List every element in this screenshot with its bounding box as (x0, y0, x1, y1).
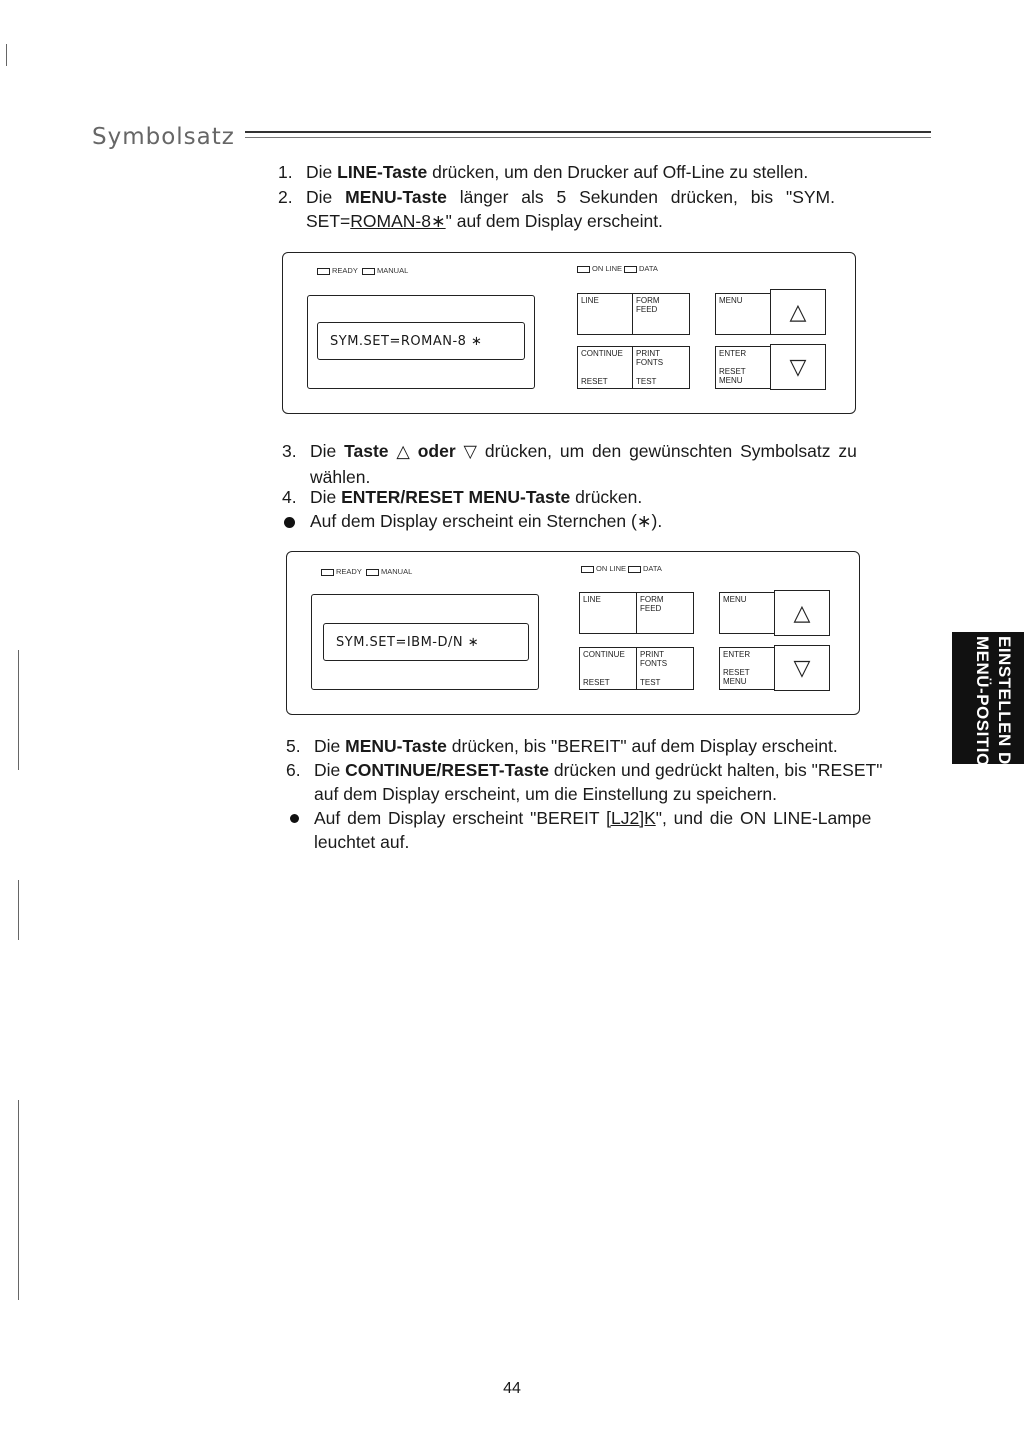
margin-mark (18, 880, 19, 940)
menu-key[interactable]: MENU (719, 592, 775, 634)
step-3: 3. Die Taste △ oder ▽ drücken, um den gewünschten Symbolsatz zu wählen. (282, 441, 857, 487)
section-side-tab (952, 632, 1024, 805)
step-1 (278, 160, 938, 184)
step-text: auf dem Display erscheint, um die Einstellung zu speichern. (314, 784, 778, 804)
step-text: Die (306, 187, 346, 207)
step-key: MENU-Taste (345, 187, 447, 207)
step-number: 6. (286, 760, 301, 780)
bullet-1 (282, 509, 942, 533)
enter-reset-menu-key[interactable]: ENTER RESET MENU (719, 647, 775, 690)
section-heading: Symbolsatz (92, 124, 235, 150)
heading-rule-thin (245, 137, 931, 138)
bullet-icon (284, 517, 295, 528)
page-number: 44 (503, 1380, 521, 1397)
printer-panel-2 (286, 551, 860, 715)
lamp-online-data: ON LINE DATA (577, 264, 658, 273)
side-tab-line-1: EINSTELLEN DER (995, 636, 1014, 790)
step-number: 1. (278, 162, 293, 182)
down-arrow-icon: ▽ (789, 354, 807, 379)
printer-panel-1 (282, 252, 856, 414)
margin-mark (18, 650, 19, 770)
up-arrow-key[interactable] (774, 590, 830, 636)
step-5: 5. Die MENU-Taste drücken, bis "BEREIT" auf dem Display erscheint. (286, 736, 838, 756)
step-text: Die (306, 162, 338, 182)
enter-reset-menu-key[interactable]: ENTER RESET MENU (715, 346, 771, 389)
form-feed-key[interactable]: FORM FEED (632, 293, 690, 335)
down-arrow-key[interactable] (770, 344, 826, 390)
continue-reset-key[interactable]: CONTINUE RESET (579, 647, 637, 690)
step-number: 2. (278, 187, 293, 207)
step-number: 5. (286, 736, 301, 756)
step-6: 6. Die CONTINUE/RESET-Taste drücken und gedrückt halten, bis "RESET" auf dem Display erscheint, um die Einstellung zu speichern. (286, 760, 883, 804)
down-arrow-key[interactable] (774, 645, 830, 691)
line-key[interactable]: LINE (577, 293, 633, 335)
lcd-display: SYM.SET=IBM-D/N ∗ (323, 623, 529, 661)
step-2 (278, 185, 938, 233)
margin-mark (18, 1100, 19, 1300)
print-fonts-test-key[interactable]: PRINT FONTS TEST (636, 647, 694, 690)
up-arrow-key[interactable] (770, 289, 826, 335)
down-arrow-icon: ▽ (793, 655, 811, 680)
continue-reset-key[interactable]: CONTINUE RESET (577, 346, 633, 389)
lamp-ready-manual: READY MANUAL (321, 567, 412, 576)
form-feed-key[interactable]: FORM FEED (636, 592, 694, 634)
step-text: wählen. (310, 467, 371, 487)
margin-mark (6, 44, 7, 66)
bullet-text: Auf dem Display erscheint ein Sternchen (∗). (310, 511, 663, 531)
menu-key[interactable]: MENU (715, 293, 771, 335)
bullet-icon (290, 814, 299, 823)
step-4: 4. Die ENTER/RESET MENU-Taste drücken. (282, 487, 643, 507)
step-key: LINE-Taste (337, 162, 428, 182)
up-arrow-icon: △ (789, 299, 807, 324)
heading-rule (245, 131, 931, 133)
up-arrow-icon: △ (793, 600, 811, 625)
step-text: länger als 5 Sekunden drücken, bis "SYM. (446, 187, 835, 207)
line-key[interactable]: LINE (579, 592, 637, 634)
bullet-text: leuchtet auf. (314, 832, 410, 852)
step-text: " auf dem Display erscheint. (445, 211, 663, 231)
step-display-value: ROMAN-8∗ (350, 211, 446, 231)
lamp-ready-manual: READY MANUAL (317, 266, 408, 275)
bullet-2: Auf dem Display erscheint "BEREIT [LJ2]K", und die ON LINE-Lampe leuchtet auf. (286, 806, 946, 854)
print-fonts-test-key[interactable]: PRINT FONTS TEST (632, 346, 690, 389)
lamp-online-data: ON LINE DATA (581, 564, 662, 573)
side-tab-line-2: MENÜ-POSITIONEN (973, 636, 992, 805)
step-text: SET= (306, 211, 351, 231)
step-number: 3. (282, 441, 297, 461)
lcd-display: SYM.SET=ROMAN-8 ∗ (317, 322, 525, 360)
step-number: 4. (282, 487, 297, 507)
step-text: drücken, um den Drucker auf Off-Line zu stellen. (427, 162, 809, 182)
